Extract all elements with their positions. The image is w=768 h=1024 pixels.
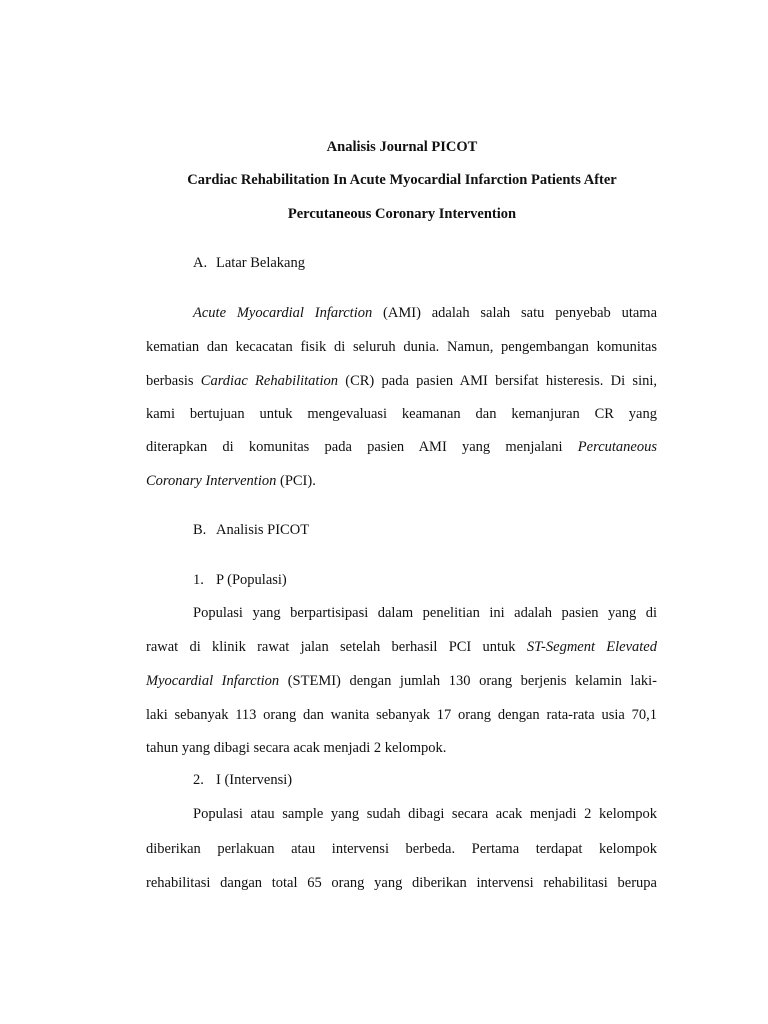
list-number: 2. bbox=[193, 772, 204, 788]
section-number: B. bbox=[193, 522, 207, 538]
paragraph-line: Coronary Intervention (PCI). bbox=[146, 473, 316, 489]
document-subtitle-line-1: Cardiac Rehabilitation In Acute Myocardial Infarction Patients After bbox=[187, 172, 617, 188]
paragraph-line: diterapkan di komunitas pada pasien AMI yang menjalani Percutaneous bbox=[146, 439, 657, 455]
section-number: A. bbox=[193, 255, 208, 271]
paragraph-line: Myocardial Infarction (STEMI) dengan jumlah 130 orang berjenis kelamin laki- bbox=[146, 673, 657, 689]
list-label: I (Intervensi) bbox=[216, 772, 293, 788]
paragraph-line: Acute Myocardial Infarction (AMI) adalah salah satu penyebab utama bbox=[193, 305, 658, 321]
italic-term: ST-Segment Elevated bbox=[526, 639, 657, 655]
list-label: P (Populasi) bbox=[216, 572, 287, 588]
paragraph-line: laki sebanyak 113 orang dan wanita sebanyak 17 orang dengan rata-rata usia 70,1 bbox=[146, 707, 657, 723]
italic-term: Myocardial Infarction bbox=[146, 673, 280, 689]
italic-term: Percutaneous bbox=[577, 439, 657, 455]
paragraph-line: kami bertujuan untuk mengevaluasi keamanan dan kemanjuran CR yang bbox=[146, 406, 657, 422]
paragraph-line: Populasi atau sample yang sudah dibagi secara acak menjadi 2 kelompok bbox=[193, 806, 657, 822]
paragraph-line: berbasis Cardiac Rehabilitation (CR) pada pasien AMI bersifat histeresis. Di sini, bbox=[146, 373, 658, 389]
paragraph-line: rehabilitasi dangan total 65 orang yang diberikan intervensi rehabilitasi berupa bbox=[146, 875, 657, 891]
italic-term: Cardiac Rehabilitation bbox=[200, 373, 338, 389]
list-number: 1. bbox=[193, 572, 204, 588]
section-label: Latar Belakang bbox=[216, 255, 305, 271]
section-label: Analisis PICOT bbox=[216, 522, 310, 538]
paragraph-line: Populasi yang berpartisipasi dalam penelitian ini adalah pasien yang di bbox=[193, 605, 657, 621]
paragraph-line: tahun yang dibagi secara acak menjadi 2 kelompok. bbox=[146, 740, 447, 756]
document-subtitle-line-2: Percutaneous Coronary Intervention bbox=[287, 206, 517, 222]
paragraph-line: diberikan perlakuan atau intervensi berbeda. Pertama terdapat kelompok bbox=[146, 841, 657, 857]
italic-term: Acute Myocardial Infarction bbox=[193, 305, 373, 321]
document-title: Analisis Journal PICOT bbox=[326, 139, 478, 155]
paragraph-line: rawat di klinik rawat jalan setelah berhasil PCI untuk ST-Segment Elevated bbox=[146, 639, 657, 655]
italic-term: Coronary Intervention bbox=[146, 473, 277, 489]
paragraph-line: kematian dan kecacatan fisik di seluruh dunia. Namun, pengembangan komunitas bbox=[146, 339, 657, 355]
